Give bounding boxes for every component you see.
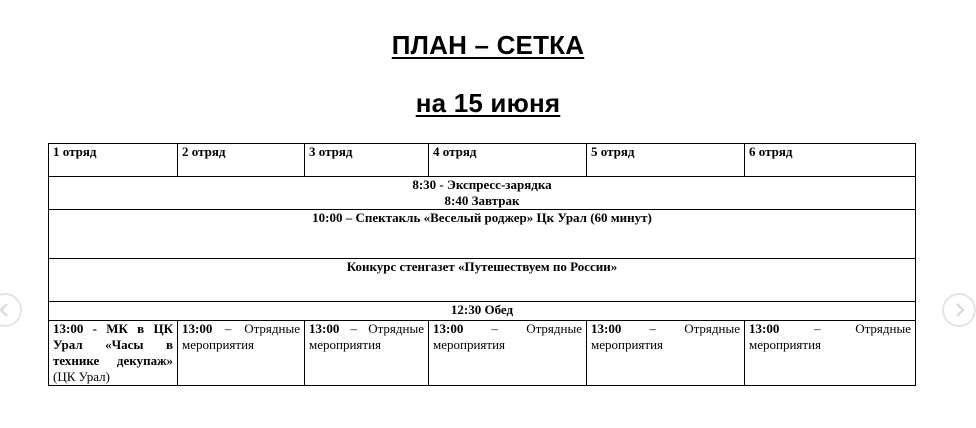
page-title: ПЛАН – СЕТКА (391, 30, 585, 60)
afternoon-cell (178, 321, 305, 386)
table-row (49, 177, 916, 210)
header-cell: 3 отряд (305, 144, 429, 177)
activity-text: – Отрядные мероприятия (182, 321, 300, 352)
afternoon-cell (49, 321, 178, 386)
table-row (49, 302, 916, 321)
schedule-table (48, 143, 916, 386)
next-slide-button[interactable] (942, 293, 976, 327)
activity-text: – Отрядные мероприятия (433, 321, 582, 352)
chevron-left-icon (0, 302, 13, 318)
table-row (49, 210, 916, 259)
show-cell: 10:00 – Спектакль «Веселый роджер» Цк Урал (60 минут) (49, 210, 916, 259)
time-text: 13:00 (182, 321, 213, 336)
prev-slide-button[interactable] (0, 293, 22, 327)
header-cell: 6 отряд (745, 144, 916, 177)
time-text: 13:00 (309, 321, 340, 336)
afternoon-cell (429, 321, 587, 386)
table-row (49, 259, 916, 302)
table-row (49, 321, 916, 386)
lunch-cell: 12:30 Обед (49, 302, 916, 321)
time-text: 13:00 (591, 321, 622, 336)
header-cell: 2 отряд (178, 144, 305, 177)
morning-cell (49, 177, 916, 210)
header-cell: 4 отряд (429, 144, 587, 177)
breakfast-text: 8:40 Завтрак (444, 193, 520, 208)
afternoon-cell (745, 321, 916, 386)
table-header-row (49, 144, 916, 177)
header-cell: 5 отряд (587, 144, 745, 177)
exercise-text: 8:30 - Экспресс-зарядка (412, 177, 552, 192)
activity-text: – Отрядные мероприятия (591, 321, 740, 352)
activity-text: – Отрядные мероприятия (749, 321, 911, 352)
chevron-right-icon (951, 302, 967, 318)
afternoon-place-text: (ЦК Урал) (53, 369, 110, 384)
afternoon-cell (305, 321, 429, 386)
contest-cell: Конкурс стенгазет «Путешествуем по России» (49, 259, 916, 302)
time-text: 13:00 (433, 321, 464, 336)
activity-text: – Отрядные мероприятия (309, 321, 424, 352)
page-subtitle-date: на 15 июня (415, 88, 561, 118)
time-text: 13:00 (749, 321, 780, 336)
header-cell: 1 отряд (49, 144, 178, 177)
afternoon-event-text: 13:00 - МК в ЦК Урал «Часы в технике декупаж» (53, 321, 173, 368)
afternoon-cell (587, 321, 745, 386)
